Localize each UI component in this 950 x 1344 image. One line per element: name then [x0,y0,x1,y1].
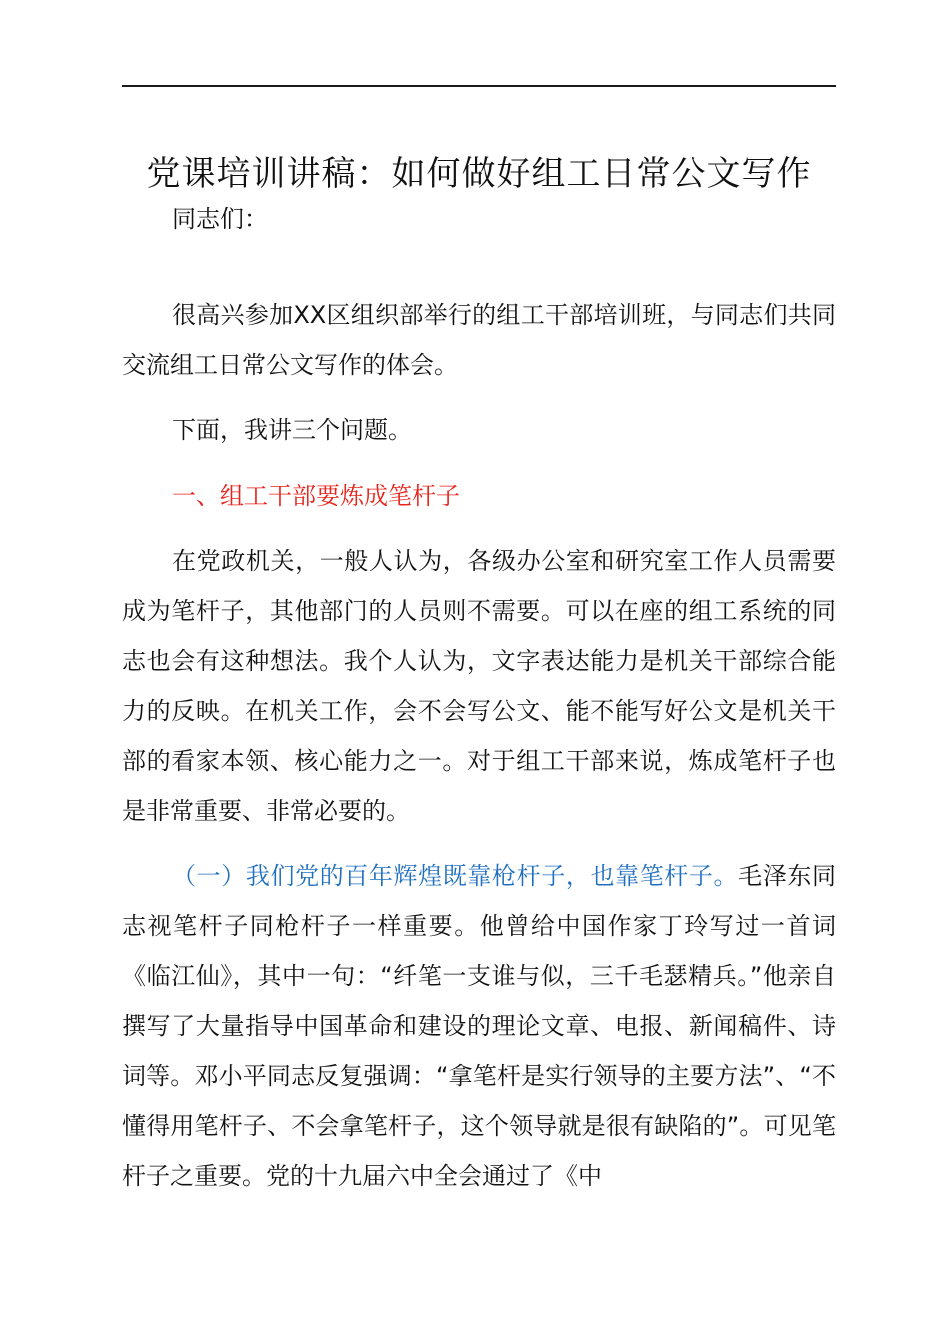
header-rule [122,85,836,87]
subsection-heading-1: （一）我们党的百年辉煌既靠枪杆子，也靠笔杆子。 [172,862,739,890]
paragraph-intro: 很高兴参加XX区组织部举行的组工干部培训班，与同志们共同交流组工日常公文写作的体会。 [122,301,836,379]
document-title: 党课培训讲稿：如何做好组工日常公文写作 [146,154,812,194]
subsection-1-paragraph [122,851,836,1201]
section-1-body: 在党政机关，一般人认为，各级办公室和研究室工作人员需要成为笔杆子，其他部门的人员则不需要。可以在座的组工系统的同志也会有这种想法。我个人认为，文字表达能力是机关干部综合能力的反映。在机关工作，会不会写公文、能不能写好公文是机关干部的看家本领、核心能力之一。对于组工干部来说，炼成笔杆子也是非常重要、非常必要的。 [122,547,836,825]
paragraph-outline: 下面，我讲三个问题。 [172,416,412,444]
subsection-1-body: 毛泽东同志视笔杆子同枪杆子一样重要。他曾给中国作家丁玲写过一首词《临江仙》，其中一句：“纤笔一支谁与似，三千毛瑟精兵。”他亲自撰写了大量指导中国革命和建设的理论文章、电报、新闻稿件、诗词等。邓小平同志反复强调：“拿笔杆是实行领导的主要方法”、“不懂得用笔杆子、不会拿笔杆子，这个领导就是很有缺陷的”。可见笔杆子之重要。党的十九届六中全会通过了《中 [122,862,837,1190]
section-heading-1: 一、组工干部要炼成笔杆子 [172,482,460,510]
salutation: 同志们： [172,205,268,233]
